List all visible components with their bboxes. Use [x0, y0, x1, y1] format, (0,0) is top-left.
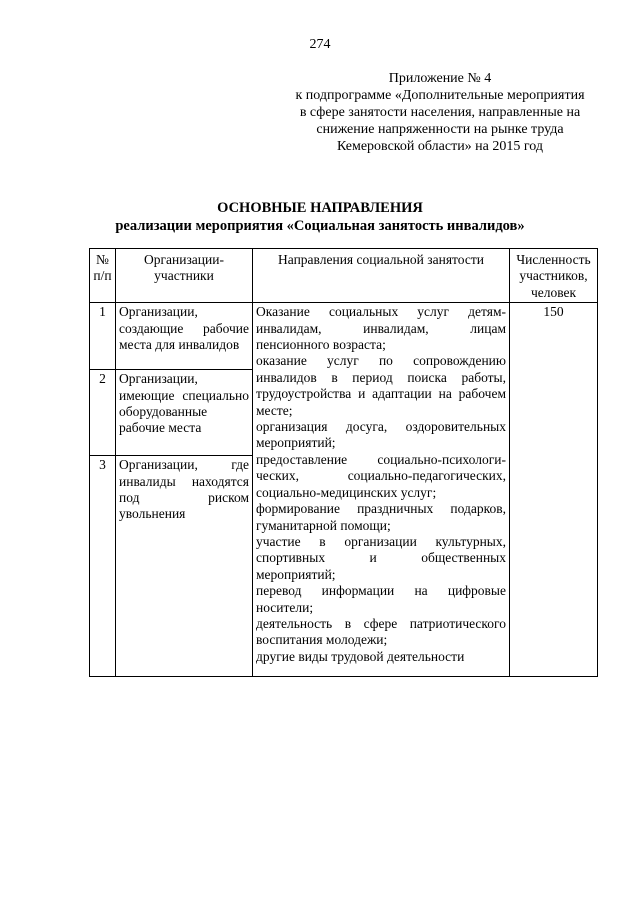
table-row [90, 303, 598, 370]
appendix-line: снижение напряженности на рынке труда [316, 122, 564, 137]
header-count-line: участников, [519, 268, 588, 284]
direction-item: Оказание социальных услуг детям-инвалидам, инвалидам, лицам пенсионного возраста; [256, 304, 506, 353]
document-title [0, 199, 640, 235]
header-organizations [116, 249, 253, 303]
direction-item: другие виды трудовой деятельности [256, 648, 465, 664]
row-organization: Организации, где инвалиды находятся под риском увольнения [116, 456, 253, 677]
direction-item: формирование праздничных подарков, гуманитарной помощи; [256, 501, 506, 533]
directions-table [89, 248, 598, 677]
table-header-row [90, 249, 598, 303]
header-number [90, 249, 116, 303]
direction-item: деятельность в сфере патриотического воспитания молодежи; [256, 615, 506, 648]
direction-item: оказание услуг по сопровождению инвалидов в период поиска работы, трудоустройства и адаптации на рабочем месте; [256, 353, 506, 418]
direction-item: предоставление социально-психологи-ческих, социально-педагогических, социально-медицинских услуг; [256, 451, 506, 500]
row-number: 2 [90, 370, 116, 456]
header-count-line: Численность [516, 252, 591, 267]
header-org-line: Организации- [144, 252, 224, 267]
header-number-line: № [96, 252, 109, 267]
header-number-line: п/п [93, 268, 112, 284]
row-organization: Организации, имеющие специально оборудованные рабочие места [116, 370, 253, 456]
direction-item: участие в организации культурных, спортивных и общественных мероприятий; [256, 533, 506, 582]
header-participants [510, 249, 598, 303]
row-organization: Организации, создающие рабочие места для инвалидов [116, 303, 253, 370]
appendix-line: в сфере занятости населения, направленные на [299, 105, 581, 120]
participants-count: 150 [510, 303, 598, 677]
title-line-2: реализации мероприятия «Социальная занятость инвалидов» [115, 218, 525, 234]
appendix-header [262, 70, 618, 155]
row-number: 1 [90, 303, 116, 370]
title-line-1: ОСНОВНЫЕ НАПРАВЛЕНИЯ [217, 200, 423, 216]
direction-item: организация досуга, оздоровительных мероприятий; [256, 419, 506, 451]
direction-item: перевод информации на цифровые носители; [256, 583, 506, 615]
header-directions-line: Направления социальной занятости [278, 252, 484, 267]
appendix-line: Приложение № 4 [388, 71, 492, 86]
header-org-line: участники [154, 268, 214, 284]
header-count-line: человек [530, 284, 577, 300]
row-number: 3 [90, 456, 116, 677]
appendix-line: Кемеровской области» на 2015 год [336, 139, 544, 154]
header-directions [253, 249, 510, 303]
page-number: 274 [309, 37, 331, 52]
appendix-line: к подпрограмме «Дополнительные мероприятия [295, 88, 585, 103]
directions-cell [253, 303, 510, 677]
